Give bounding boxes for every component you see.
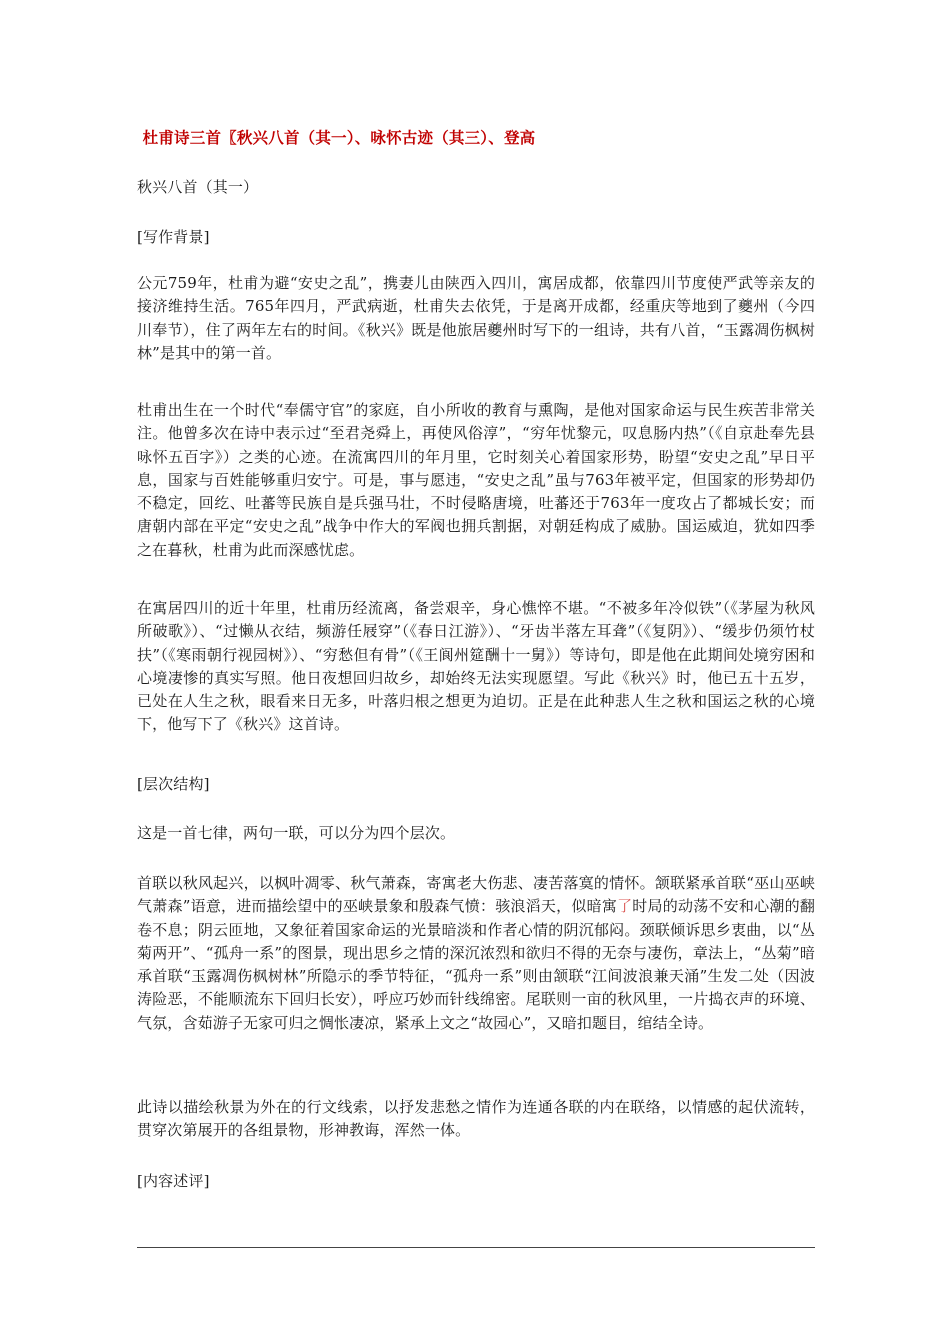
paragraph-structure-2 <box>137 872 815 1035</box>
paragraph-structure-1: 这是一首七律，两句一联，可以分为四个层次。 <box>137 824 456 842</box>
paragraph-structure-3: 此诗以描绘秋景为外在的行文线索，以抒发悲愁之情作为连通各联的内在联络，以情感的起伏流转，贯穿次第展开的各组景物，形神教诲，浑然一体。 <box>137 1098 815 1140</box>
paragraph-background-3: 在寓居四川的近十年里，杜甫历经流离，备尝艰辛，身心憔悴不堪。“不被多年冷似铁”（《茅屋为秋风所破歌》）、“过懒从衣结，频游任屐穿”（《春日江游》）、“牙齿半落左耳聋”（《复阴》）、“缓步仍须竹杖扶”（《寒雨朝行视园树》）、“穷愁但有骨”（《王阆州筵酬十一舅》）等诗句，即是他在此期间处境穷困和心境凄惨的真实写照。他日夜想回归故乡，却始终无法实现愿望。写此《秋兴》时，他已五十五岁，已处在人生之秋，眼看来日无多，叶落归根之想更为迫切。正是在此种悲人生之秋和国运之秋的心境下，他写下了《秋兴》这首诗。 <box>137 599 815 734</box>
paragraph-structure-2-part-2: 时局的动荡不安和心潮的翻卷不息；阴云匝地，又象征着国家命运的光景暗淡和作者心情的阴沉郁闷。颈联倾诉思乡衷曲，以“丛菊两开”、“孤舟一系”的图景，现出思乡之情的深沉浓烈和欲归不得的无奈与凄伤，章法上，“丛菊”暗承首联“玉露凋伤枫树林”所隐示的季节特征，“孤舟一系”则由颔联“江间波浪兼天涌”生发二处（因波涛险恶，不能顺流东下回归长安），呼应巧妙而针线绵密。尾联则一亩的秋风里，一片捣衣声的环境、气氛，含茹游子无家可归之惆怅凄凉，紧承上文之“故园心”，又暗扣题目，绾结全诗。 <box>137 897 815 1032</box>
section-heading-background: [写作背景] <box>137 228 210 246</box>
paragraph-background-1: 公元759年，杜甫为避“安史之乱”，携妻儿由陕西入四川，寓居成都，依靠四川节度使严武等亲友的接济维持生活。765年四月，严武病逝，杜甫失去依凭，于是离开成都，经重庆等地到了夔州（今四川奉节），住了两年左右的时间。《秋兴》既是他旅居夔州时写下的一组诗，共有八首，“玉露凋伤枫树林”是其中的第一首。 <box>137 274 815 362</box>
footer-divider <box>137 1247 815 1248</box>
paragraph-structure-2-part-1: 首联以秋风起兴，以枫叶凋零、秋气萧森，寄寓老大伤悲、凄苦落寞的情怀。颔联紧承首联“巫山巫峡气萧森”语意，进而描绘望中的巫峡景象和殷森气愤：骇浪滔天，似暗寓 <box>137 874 815 916</box>
document-title: 杜甫诗三首〖秋兴八首（其一）、咏怀古迹（其三）、登高 <box>142 128 536 147</box>
section-heading-review: [内容述评] <box>137 1172 210 1190</box>
section-heading-structure: [层次结构] <box>137 775 210 793</box>
red-mark-character: 了 <box>617 897 633 916</box>
paragraph-background-2: 杜甫出生在一个时代“奉儒守官”的家庭，自小所收的教育与熏陶，是他对国家命运与民生疾苦非常关注。他曾多次在诗中表示过“至君尧舜上，再使风俗淳”，“穷年忧黎元，叹息肠内热”（《自京赴奉先县咏怀五百字》）之类的心迹。在流寓四川的年月里，它时刻关心着国家形势，盼望“安史之乱”早日平息，国家与百姓能够重归安宁。可是，事与愿违，“安史之乱”虽与763年被平定，但国家的形势却仍不稳定，回纥、吐蕃等民族自是兵强马壮，不时侵略唐境，吐蕃还于763年一度攻占了都城长安；而唐朝内部在平定“安史之乱”战争中作大的军阀也拥兵割据，对朝廷构成了威胁。国运威迫，犹如四季之在暮秋，杜甫为此而深感忧虑。 <box>137 401 815 559</box>
poem-subtitle: 秋兴八首（其一） <box>137 178 259 196</box>
